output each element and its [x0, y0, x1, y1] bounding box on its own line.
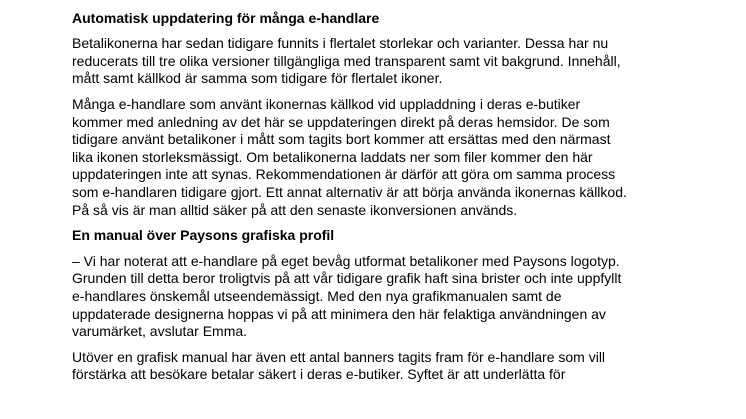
paragraph-line: kommer med anledning av det här se uppdateringen direkt på deras hemsidor. De som — [72, 113, 610, 130]
spacer — [72, 341, 712, 349]
paragraph-banners — [72, 349, 712, 384]
paragraph-line: varumärket, avslutar Emma. — [72, 323, 248, 340]
paragraph-line: mått samt källkod är samma som tidigare för flertalet ikoner. — [72, 70, 443, 87]
spacer — [72, 219, 712, 227]
paragraph-line: förstärka att besökare betalar säkert i deras e-butiker. Syftet är att underlätta för — [72, 366, 566, 383]
spacer — [72, 88, 712, 96]
paragraph-line: reducerats till tre olika versioner tillgängliga med transparent samt vit bakgrund. Innehåll, — [72, 52, 621, 69]
spacer — [72, 2, 712, 10]
paragraph-line: e-handlares önskemål utseendemässigt. Med den nya grafikmanualen samt de — [72, 287, 562, 304]
paragraph-icon-versions — [72, 35, 712, 88]
paragraph-line: Grunden till detta beror troligtvis på att vår tidigare grafik haft sina brister och inte uppfyllt — [72, 270, 622, 287]
document-page — [72, 0, 712, 384]
paragraph-emma-quote — [72, 253, 712, 341]
paragraph-line: som e-handlaren tidigare gjort. Ett annat alternativ är att börja använda ikonernas källkod. — [72, 183, 627, 200]
paragraph-line: Betalikonerna har sedan tidigare funnits i flertalet storlekar och varianter. Dessa har nu — [72, 35, 609, 52]
section-heading-graphic-manual: En manual över Paysons grafiska profil — [72, 227, 335, 244]
paragraph-line: uppdateringen inte att synas. Rekommendationen är därför att göra om samma process — [72, 166, 616, 183]
spacer — [72, 27, 712, 35]
paragraph-update-visibility — [72, 96, 712, 219]
paragraph-line: Många e-handlare som använt ikonernas källkod vid uppladdning i deras e-butiker — [72, 95, 581, 112]
paragraph-line: – Vi har noterat att e-handlare på eget bevåg utformat betalikoner med Paysons logotyp. — [72, 252, 620, 269]
paragraph-line: uppdaterade designerna hoppas vi på att minimera den här felaktiga användningen av — [72, 305, 606, 322]
paragraph-line: tidigare använt betalikoner i mått som tagits bort kommer att ersättas med den närmast — [72, 131, 611, 148]
section-heading-automatic-update: Automatisk uppdatering för många e-handlare — [72, 9, 380, 26]
paragraph-line: På så vis är man alltid säker på att den senaste ikonversionen används. — [72, 201, 518, 218]
spacer — [72, 245, 712, 253]
paragraph-line: Utöver en grafisk manual har även ett antal banners tagits fram för e-handlare som vill — [72, 348, 606, 365]
paragraph-line: lika ikonen storleksmässigt. Om betalikonerna laddats ner som filer kommer den här — [72, 148, 593, 165]
